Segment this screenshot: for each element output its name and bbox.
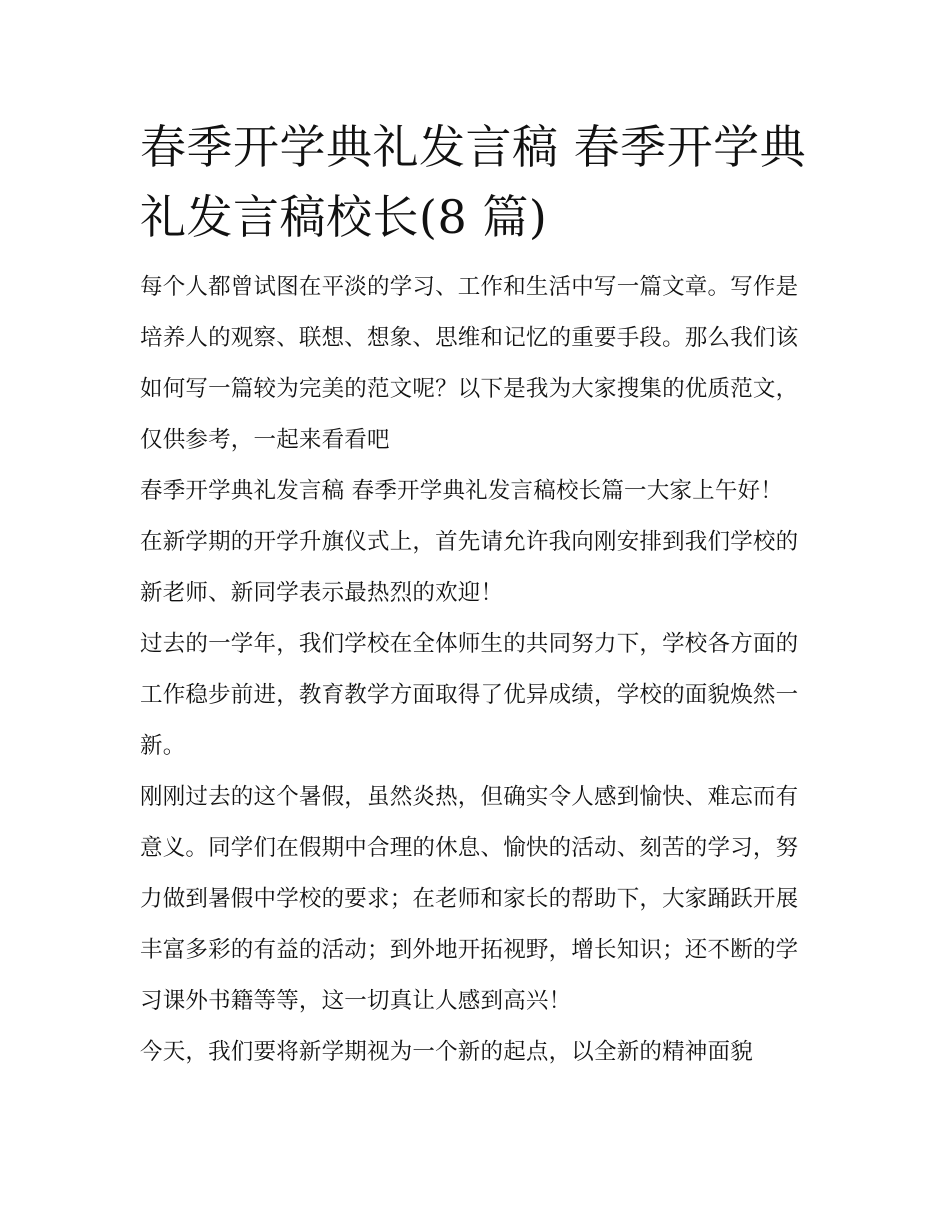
paragraph-intro: 每个人都曾试图在平淡的学习、工作和生活中写一篇文章。写作是培养人的观察、联想、想象、思维和记忆的重要手段。那么我们该如何写一篇较为完美的范文呢？以下是我为大家搜集的优质范文，仅供参考，一起来看看吧 [140,274,799,453]
document-content [140,112,812,1078]
paragraph-greeting: 春季开学典礼发言稿 春季开学典礼发言稿校长篇一大家上午好！ 在新学期的开学升旗仪式上，首先请允许我向刚安排到我们学校的新老师、新同学表示最热烈的欢迎！ [140,478,799,606]
document-title: 春季开学典礼发言稿 春季开学典礼发言稿校长(8 篇) [140,120,807,244]
paragraph-today: 今天，我们要将新学期视为一个新的起点，以全新的精神面貌 [140,1039,753,1065]
paragraph-summer: 刚刚过去的这个暑假，虽然炎热，但确实令人感到愉快、难忘而有意义。同学们在假期中合理的休息、愉快的活动、刻苦的学习，努力做到暑假中学校的要求；在老师和家长的帮助下，大家踊跃开展丰富多彩的有益的活动；到外地开拓视野，增长知识；还不断的学习课外书籍等等，这一切真让人感到高兴！ [140,784,799,1014]
paragraph-past-year: 过去的一学年，我们学校在全体师生的共同努力下，学校各方面的工作稳步前进，教育教学方面取得了优异成绩，学校的面貌焕然一新。 [140,631,799,759]
